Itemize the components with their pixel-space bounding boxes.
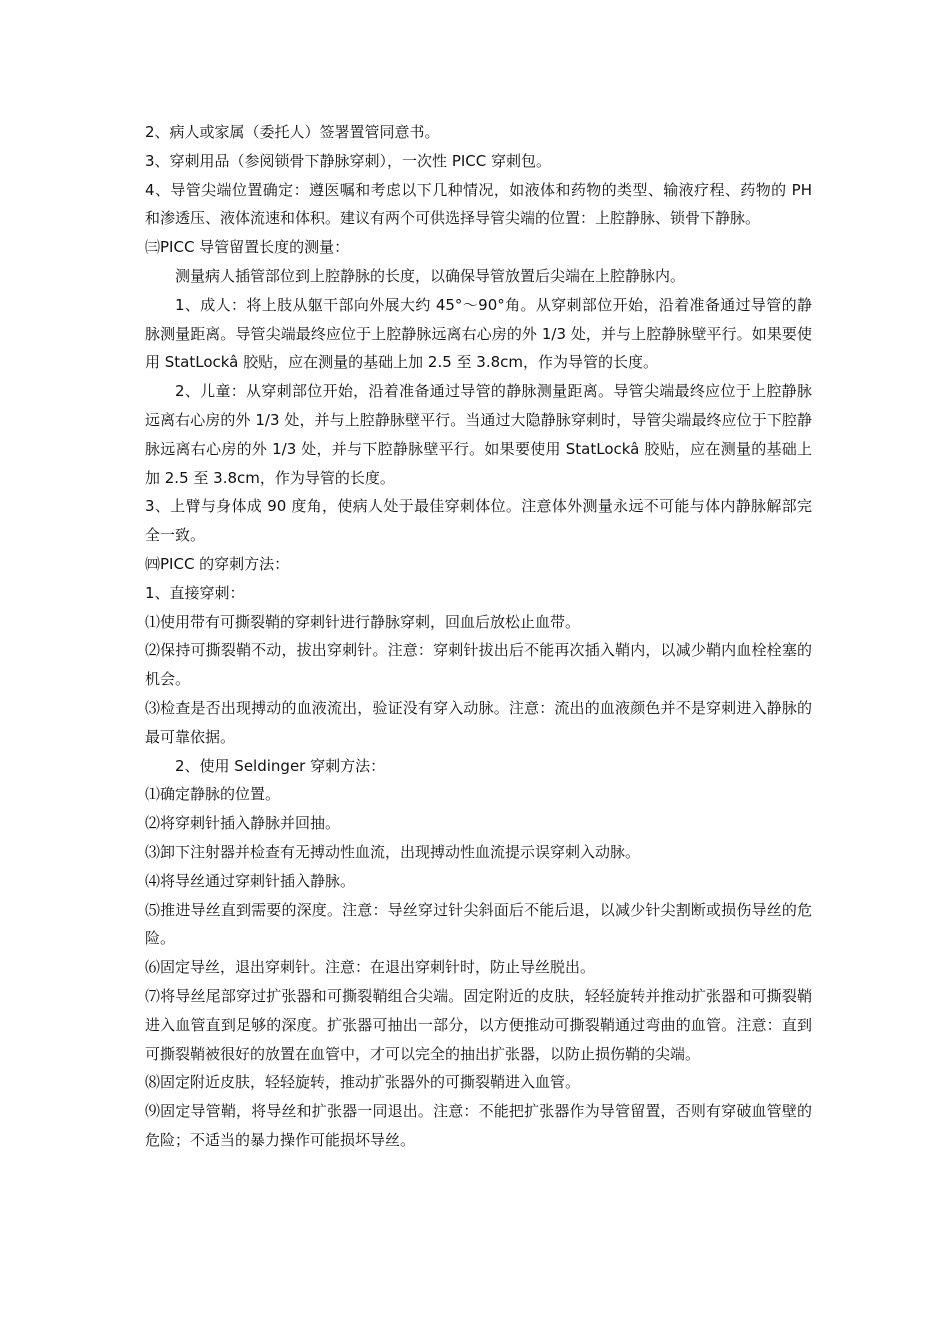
list-item: ⑴确定静脉的位置。 bbox=[145, 785, 281, 804]
subheading-seldinger: 2、使用 Seldinger 穿刺方法： bbox=[175, 756, 386, 775]
section-heading-length: ㈢PICC 导管留置长度的测量： bbox=[145, 238, 350, 257]
list-item: ⑵保持可撕裂鞘不动，拔出穿刺针。注意：穿刺针拔出后不能再次插入鞘内，以减少鞘内血栓栓塞的机会。 bbox=[145, 641, 812, 689]
list-item: ⑼固定导管鞘，将导丝和扩张器一同退出。注意：不能把扩张器作为导管留置，否则有穿破血管壁的危险；不适当的暴力操作可能损坏导丝。 bbox=[145, 1102, 812, 1149]
paragraph-supplies: 3、穿刺用品（参阅锁骨下静脉穿刺），一次性 PICC 穿刺包。 bbox=[145, 151, 551, 170]
paragraph-child: 2、儿童：从穿刺部位开始，沿着准备通过导管的静脉测量距离。导管尖端最终应位于上腔静脉远离右心房的外 1/3 处，并与上腔静脉壁平行。当通过大隐静脉穿刺时，导管尖端最终应位于下腔静脉远离右心房的外 1/3 处，并与下腔静脉壁平行。如果要使用 StatLockâ 胶贴，应在测量的基础上加 2.5 至 3.8cm，作为导管的长度。 bbox=[145, 382, 812, 487]
section-heading-method: ㈣PICC 的穿刺方法： bbox=[145, 554, 290, 573]
subheading-direct: 1、直接穿刺： bbox=[145, 583, 245, 602]
paragraph-position: 3、上臂与身体成 90 度角，使病人处于最佳穿刺体位。注意体外测量永远不可能与体内静脉解部完全一致。 bbox=[145, 497, 812, 545]
document-page bbox=[145, 118, 812, 1155]
list-item: ⑸推进导丝直到需要的深度。注意：导丝穿过针尖斜面后不能后退，以减少针尖割断或损伤导丝的危险。 bbox=[145, 900, 812, 948]
list-item: ⑺将导丝尾部穿过扩张器和可撕裂鞘组合尖端。固定附近的皮肤，轻轻旋转并推动扩张器和可撕裂鞘进入血管直到足够的深度。扩张器可抽出一部分，以方便推动可撕裂鞘通过弯曲的血管。注意：直到可撕裂鞘被很好的放置在血管中，才可以完全的抽出扩张器，以防止损伤鞘的尖端。 bbox=[145, 986, 812, 1063]
paragraph-measure-intro: 测量病人插管部位到上腔静脉的长度，以确保导管放置后尖端在上腔静脉内。 bbox=[175, 266, 686, 285]
paragraph-adult: 1、成人：将上肢从躯干部向外展大约 45°～90°角。从穿刺部位开始，沿着准备通过导管的静脉测量距离。导管尖端最终应位于上腔静脉远离右心房的外 1/3 处，并与上腔静脉壁平行。如果要使用 StatLockâ 胶贴，应在测量的基础上加 2.5 至 3.8cm，作为导管的长度。 bbox=[145, 295, 812, 372]
list-item: ⑵将穿刺针插入静脉并回抽。 bbox=[145, 814, 341, 833]
list-item: ⑴使用带有可撕裂鞘的穿刺针进行静脉穿刺，回血后放松止血带。 bbox=[145, 612, 581, 631]
paragraph-tip-position: 4、导管尖端位置确定：遵医嘱和考虑以下几种情况，如液体和药物的类型、输液疗程、药物的 PH 和渗透压、液体流速和体积。建议有两个可供选择导管尖端的位置：上腔静脉、锁骨下静脉。 bbox=[145, 180, 812, 228]
paragraph-consent: 2、病人或家属（委托人）签署置管同意书。 bbox=[145, 123, 440, 141]
list-item: ⑷将导丝通过穿刺针插入静脉。 bbox=[145, 871, 356, 890]
list-item: ⑹固定导丝，退出穿刺针。注意：在退出穿刺针时，防止导丝脱出。 bbox=[145, 958, 596, 977]
list-item: ⑻固定附近皮肤，轻轻旋转，推动扩张器外的可撕裂鞘进入血管。 bbox=[145, 1073, 581, 1092]
list-item: ⑶检查是否出现搏动的血液流出，验证没有穿入动脉。注意：流出的血液颜色并不是穿刺进入静脉的最可靠依据。 bbox=[145, 698, 812, 746]
list-item: ⑶卸下注射器并检查有无搏动性血流，出现搏动性血流提示误穿刺入动脉。 bbox=[145, 842, 641, 861]
